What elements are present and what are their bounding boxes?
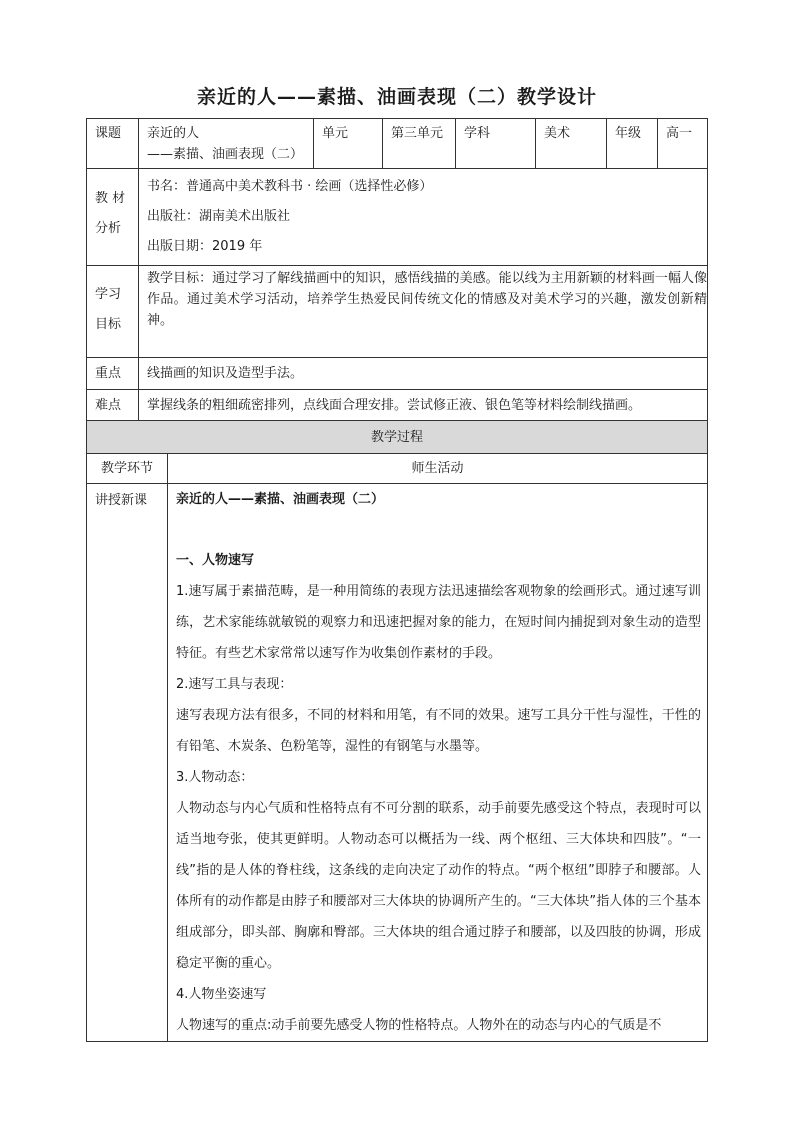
process-content: [168, 484, 708, 1042]
material-publisher: 出版社：湖南美术出版社: [147, 209, 291, 224]
lesson-plan-table: [86, 118, 708, 1042]
difficulty-label: 难点: [87, 390, 139, 421]
unit-value: 第三单元: [383, 119, 456, 169]
key-point-text: 线描画的知识及造型手法。: [139, 358, 708, 390]
unit-label: 单元: [314, 119, 383, 169]
course-value-line2: ——素描、油画表现（二）: [147, 147, 304, 162]
difficulty-text: 掌握线条的粗细疏密排列，点线面合理安排。尝试修正液、银色笔等材料绘制线描画。: [139, 390, 708, 421]
material-label: [87, 169, 139, 266]
process-col1-header: 教学环节: [87, 454, 168, 484]
material-content: [139, 169, 708, 266]
subject-value: 美术: [536, 119, 607, 169]
process-col2-header: 师生活动: [168, 454, 708, 484]
content-heading: 亲近的人——素描、油画表现（二）: [176, 492, 385, 507]
course-label: 课题: [87, 119, 139, 169]
paragraph-2: 速写表现方法有很多，不同的材料和用笔，有不同的效果。速写工具分干性与湿性，干性的有铅笔、木炭条、色粉笔等，湿性的有钢笔与水墨等。: [176, 708, 701, 754]
paragraph-3-title: 3.人物动态：: [176, 770, 254, 785]
process-header: 教学过程: [87, 421, 708, 454]
grade-value: 高一: [658, 119, 708, 169]
course-value-line1: 亲近的人: [147, 126, 200, 141]
paragraph-3: 人物动态与内心气质和性格特点有不可分割的联系，动手前要先感受这个特点，表现时可以适当地夸张，使其更鲜明。人物动态可以概括为一线、两个枢纽、三大体块和四肢”。“一线”指的是人体的脊柱线，这条线的走向决定了动作的特点。“两个枢纽”即脖子和腰部。人体所有的动作都是由脖子和腰部对三大体块的协调所产生的。“三大体块”指人体的三个基本组成部分，即头部、胸廓和臀部。三大体块的组合通过脖子和腰部，以及四肢的协调，形成稳定平衡的重心。: [176, 801, 701, 971]
paragraph-1: 1.速写属于素描范畴，是一种用简练的表现方法迅速描绘客观物象的绘画形式。通过速写训练，艺术家能练就敏锐的观察力和迅速把握对象的能力，在短时间内捕捉到对象生动的造型特征。有些艺术家常常以速写作为收集创作素材的手段。: [176, 584, 701, 661]
objectives-label-line2: 目标: [95, 317, 122, 332]
key-point-label: 重点: [87, 358, 139, 390]
material-label-line1: 教 材: [95, 191, 126, 206]
process-stage: 讲授新课: [87, 484, 168, 1042]
course-value: [139, 119, 314, 169]
objectives-label-line1: 学习: [95, 287, 122, 302]
paragraph-2-title: 2.速写工具与表现：: [176, 677, 293, 692]
section-heading-sketch: 一、人物速写: [176, 553, 255, 568]
objectives-label: [87, 266, 139, 358]
material-date: 出版日期：2019 年: [147, 239, 263, 254]
objectives-text: 教学目标：通过学习了解线描画中的知识，感悟线描的美感。能以线为主用新颖的材料画一幅人像作品。通过美术学习活动，培养学生热爱民间传统文化的情感及对美术学习的兴趣，激发创新精神。: [139, 266, 708, 358]
paragraph-4-title: 4.人物坐姿速写: [176, 987, 267, 1002]
material-label-line2: 分析: [95, 221, 122, 236]
material-book: 书名：普通高中美术教科书 · 绘画（选择性必修）: [147, 179, 433, 194]
subject-label: 学科: [456, 119, 536, 169]
paragraph-4: 人物速写的重点:动手前要先感受人物的性格特点。人物外在的动态与内心的气质是不: [176, 1018, 662, 1033]
page-title: 亲近的人——素描、油画表现（二）教学设计: [196, 86, 597, 108]
grade-label: 年级: [607, 119, 658, 169]
